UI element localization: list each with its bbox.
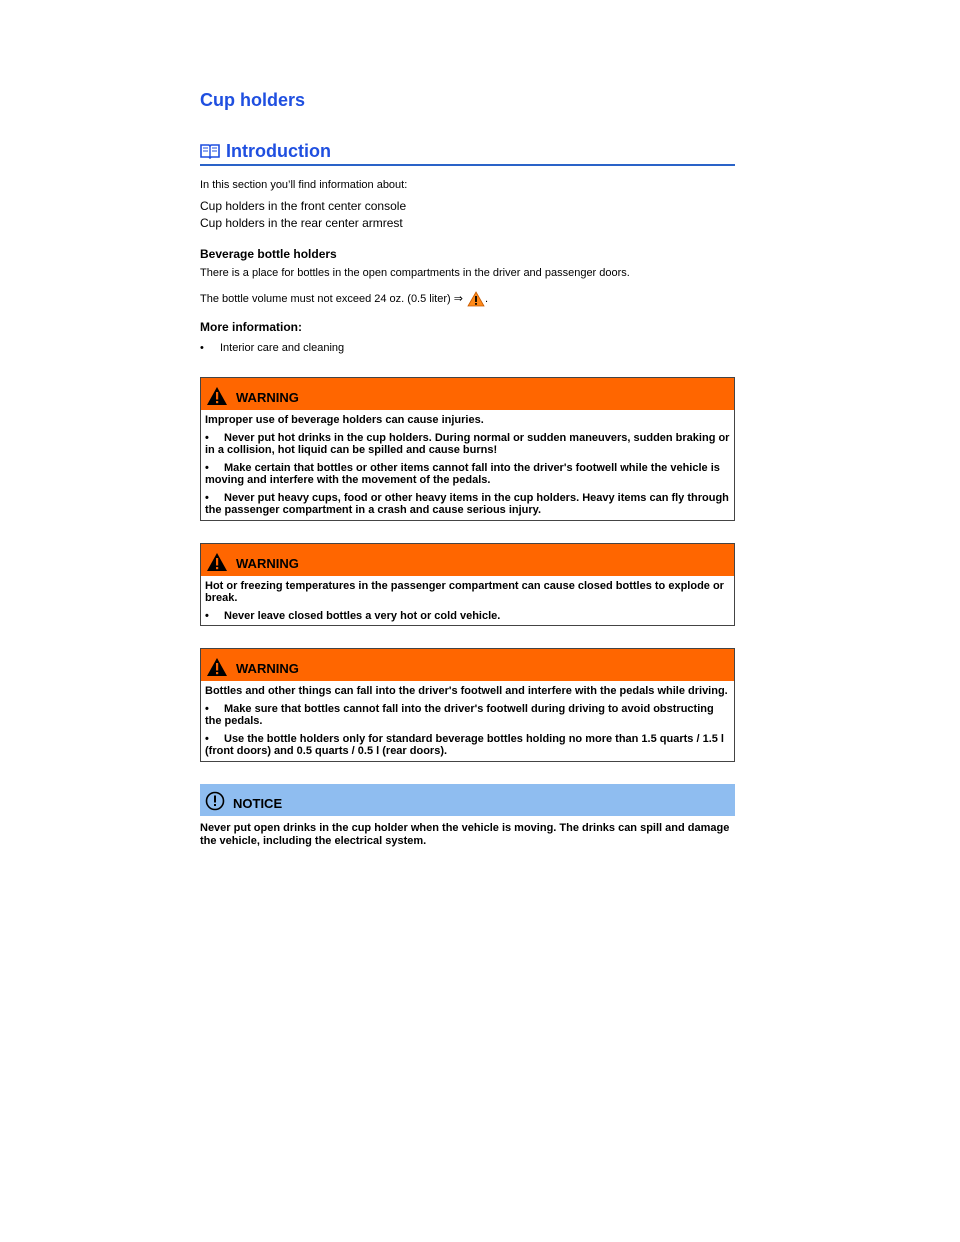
warning-text: Hot or freezing temperatures in the passenger compartment can cause closed bottles to explode or break. [205, 579, 724, 604]
notice-header [200, 784, 735, 816]
warning-bullet: • Use the bottle holders only for standard beverage bottles holding no more than 1.5 quarts / 1.5 l (front doors) and 0.5 quarts / 0.5 l (rear doors). [205, 732, 724, 757]
page-title: Cup holders [200, 90, 306, 110]
warning-body [201, 410, 734, 520]
beverage-para2-text: The bottle volume must not exceed 24 oz. (0.5 liter) ⇒ [200, 293, 463, 305]
warning-text: Bottles and other things can fall into the driver's footwell and interfere with the pedals while driving. [205, 685, 728, 697]
notice-text: Never put open drinks in the cup holder when the vehicle is moving. The drinks can spill and damage the vehicle, including the electrical system. [200, 821, 730, 847]
more-info-item-text: Interior care and cleaning [220, 342, 345, 354]
warning-bullet: • Make sure that bottles cannot fall into the driver's footwell during driving to avoid obstructing the pedals. [205, 702, 714, 727]
warning-box-3 [200, 648, 735, 762]
warning-bullet: • Never put heavy cups, food or other heavy items in the cup holders. Heavy items can fly through the passenger compartment in a crash and cause serious injury. [205, 491, 729, 516]
warning-body [201, 681, 734, 761]
warning-label: WARNING [236, 390, 299, 405]
warning-label: WARNING [236, 661, 299, 676]
intro-heading [200, 139, 735, 166]
book-icon [200, 143, 220, 159]
warning-bullet: • Never leave closed bottles a very hot or cold vehicle. [205, 609, 501, 622]
more-info-item[interactable] [200, 341, 735, 355]
warning-box-1 [200, 377, 735, 521]
bullet: • [200, 342, 204, 354]
beverage-para2-end: . [484, 293, 489, 305]
warning-box-2 [200, 543, 735, 627]
more-info-heading: More information: [200, 320, 302, 334]
intro-heading-text: Introduction [226, 141, 331, 161]
warning-triangle-icon [206, 552, 228, 572]
intro-links [200, 198, 735, 232]
warning-header [201, 544, 734, 576]
link-front-cup-holders[interactable]: Cup holders in the front center console [200, 199, 407, 213]
link-rear-cup-holders[interactable]: Cup holders in the rear center armrest [200, 216, 403, 230]
warning-header [201, 649, 734, 681]
warning-label: WARNING [236, 555, 299, 571]
manual-page [200, 88, 735, 848]
warning-header [201, 378, 734, 410]
warning-triangle-icon [206, 657, 228, 677]
notice-exclamation-icon [205, 791, 225, 811]
beverage-para2 [200, 291, 735, 307]
warning-bullet: • Make certain that bottles or other items cannot fall into the driver's footwell while the vehicle is moving and interfere with the movement of the pedals. [205, 461, 720, 486]
notice-label: NOTICE [233, 795, 283, 811]
warning-body [201, 576, 734, 626]
beverage-para1: There is a place for bottles in the open compartments in the driver and passenger doors. [200, 267, 630, 279]
warning-text: Improper use of beverage holders can cause injuries. [205, 414, 484, 426]
intro-lead: In this section you’ll find information about: [200, 179, 408, 191]
beverage-heading: Beverage bottle holders [200, 247, 337, 261]
warning-triangle-icon [206, 386, 228, 406]
warning-triangle-icon[interactable] [467, 291, 485, 307]
warning-bullet: • Never put hot drinks in the cup holders. During normal or sudden maneuvers, sudden braking or in a collision, hot liquid can be spilled and cause burns! [205, 431, 730, 456]
